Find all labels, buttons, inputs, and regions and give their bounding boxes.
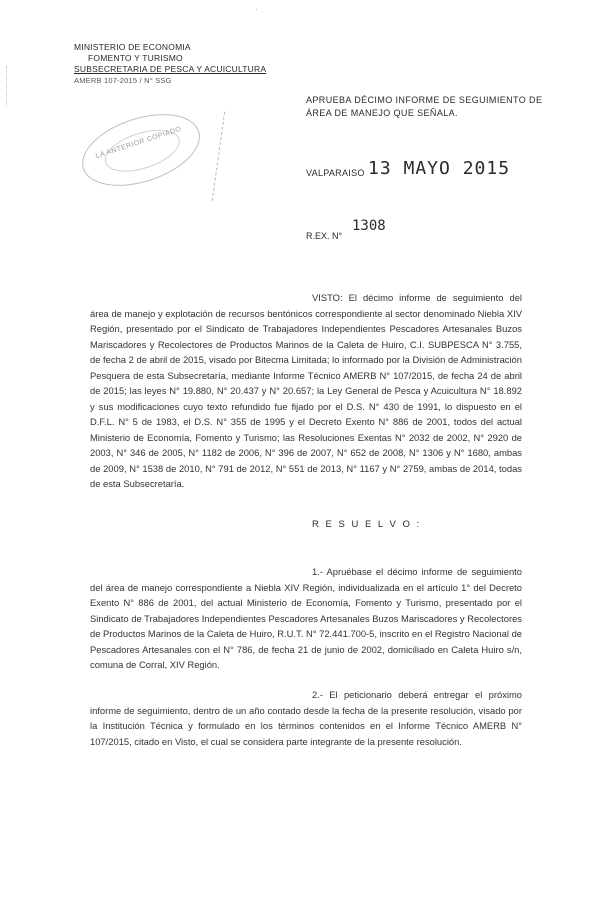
point-1-text: 1.- Apruébase el décimo informe de seguimiento del área de manejo correspondiente a Niebla XIV Región, individualizada en el artículo 1° del Decreto Exento N° 886 de 2001, del actual Ministerio de Economía, Fomento y Turismo, presentado por el Sindicato de Trabajadores Independientes Pescadores Artesanales Buzos Mariscadores y Recolectores de Productos Marinos de la Caleta de Huiro, R.U.T. N° 72.441.700-5, inscrito en el Registro Nacional de Pescadores Artesanales con el N° 786, de fecha 21 de junio de 2002, domiciliado en Caleta Huiro s/n, comuna de Corral, XIV Región. — [90, 566, 522, 670]
visto-paragraph — [90, 290, 522, 492]
date-stamp: 13 MAYO 2015 — [368, 158, 511, 179]
point-2-text: 2.- El peticionario deberá entregar el próximo informe de seguimiento, dentro de un año contado desde la fecha de la presente resolución, visado por la Institución Técnica y formulado en los términos contenidos en el Informe Técnico AMERB N° 107/2015, citado en Visto, el cual se considera parte integrante de la presente resolución. — [90, 689, 522, 747]
resolution-point-1 — [90, 564, 522, 673]
resuelvo-heading: R E S U E L V O : — [312, 519, 422, 530]
ministry-name: MINISTERIO DE ECONOMIA — [74, 42, 191, 52]
resolution-label: R.EX. N° — [306, 231, 343, 241]
stamp-text: LA ANTERIOR COPIADO — [94, 125, 183, 161]
margin-mark — [6, 66, 9, 106]
subsecretaria: SUBSECRETARIA DE PESCA Y ACUICULTURA — [74, 64, 267, 74]
ministry-sub: FOMENTO Y TURISMO — [88, 53, 183, 63]
visto-text: VISTO: El décimo informe de seguimiento del área de manejo y explotación de recursos bentónicos correspondiente al sector denominado Niebla XIV Región, presentado por el Sindicato de Trabajadores Independientes Pescadores Artesanales Buzos Mariscadores y Recolectores de Productos Marinos de la Caleta de Huiro, C.I. SUBPESCA N° 3.755, de fecha 2 de abril de 2015, visado por Bitecma Limitada; lo informado por la División de Administración Pesquera de esta Subsecretaría, mediante Informe Técnico AMERB N° 107/2015, de fecha 24 de abril de 2015; las leyes N° 19.880, N° 20.437 y N° 20.657; la Ley General de Pesca y Acuicultura N° 18.892 y sus modificaciones cuyo texto refundido fue fijado por el D.S. N° 430 de 1991, lo dispuesto en el D.F.L. N° 5 de 1983, el D.S. N° 355 de 1995 y el Decreto Exento N° 886 de 2001, todos del actual Ministerio de Economía, Fomento y Turismo; las Resoluciones Exentas N° 2032 de 2002, N° 2920 de 2003, N° 346 de 2005, N° 1182 de 2006, N° 396 de 2007, N° 652 de 2008, N° 1306 y N° 1680, ambas de 2009, N° 1538 de 2010, N° 791 de 2012, N° 551 de 2013, N° 1167 y N° 2759, ambas de 2014, todas de esta Subsecretaría. — [90, 292, 522, 489]
document-title: APRUEBA DÉCIMO INFORME DE SEGUIMIENTO DE ÁREA DE MANEJO QUE SEÑALA. — [306, 95, 543, 118]
scan-mark: · — [255, 4, 258, 14]
official-stamp — [73, 101, 209, 200]
place: VALPARAISO — [306, 168, 365, 178]
signature-scribble — [194, 109, 225, 201]
resolution-number: 1308 — [352, 218, 386, 234]
resolution-point-2 — [90, 687, 522, 749]
ministry-header — [74, 42, 267, 86]
reference-code: AMERB 107-2015 / N° SSG — [74, 76, 172, 85]
